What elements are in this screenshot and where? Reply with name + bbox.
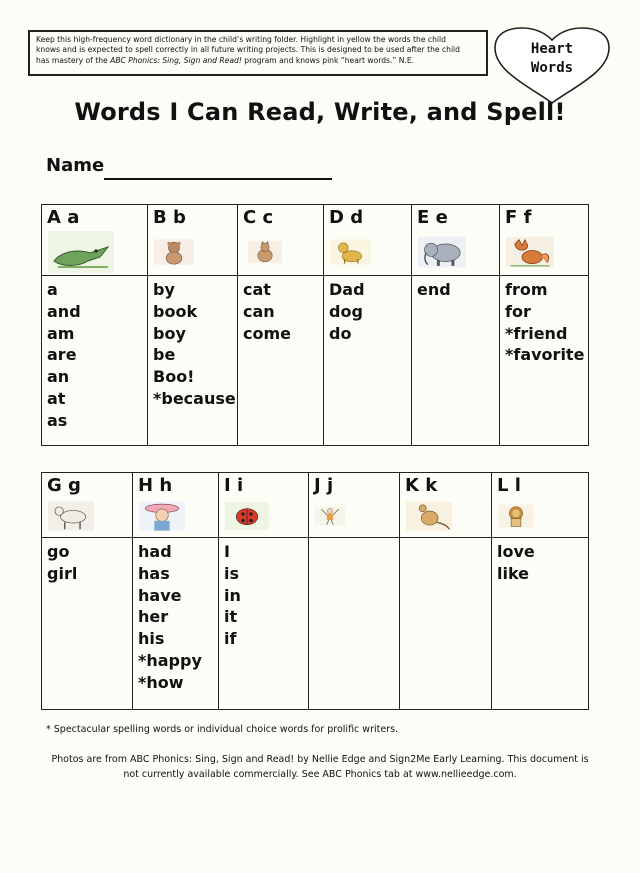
word-entry: a [47, 280, 58, 299]
word-entry: his [138, 629, 165, 649]
heart-label-line-2: Words [530, 60, 574, 76]
letter-label: I i [224, 475, 244, 496]
photo-credits [30, 752, 610, 782]
letter-label: L l [497, 475, 521, 496]
word-entry: Boo! [153, 367, 195, 387]
words-cell-e [412, 276, 500, 446]
elephant-icon [418, 231, 466, 273]
word-entry: Dad [329, 280, 365, 299]
words-cell-h [133, 538, 219, 710]
word-entry: do [329, 323, 352, 343]
letter-header-k [400, 473, 492, 538]
word-entry: and [47, 301, 81, 321]
word-table-g-l [41, 472, 589, 710]
cat-icon [248, 231, 282, 273]
word-entry: her [138, 607, 169, 627]
letter-label: B b [153, 207, 186, 228]
words-cell-c [238, 276, 324, 446]
instructions-line-2: knows and is expected to spell correctly in all future writing projects. This is designed to be used after the child [36, 45, 460, 55]
words-cell-k [400, 538, 492, 710]
letter-header-g [42, 473, 133, 538]
word-entry: have [138, 585, 182, 605]
fox-icon [506, 231, 554, 273]
word-entry: dog [329, 301, 363, 321]
kangaroo-icon [406, 498, 452, 534]
jumping-child-icon [315, 498, 345, 534]
word-entry: *favorite [505, 345, 585, 365]
letter-label: K k [405, 475, 438, 496]
goat-icon [48, 498, 94, 534]
footnote: * Spectacular spelling words or individual choice words for prolific writers. [46, 724, 399, 735]
word-entry: an [47, 367, 70, 387]
instructions-line-3 [36, 56, 480, 66]
word-entry: *how [138, 672, 184, 692]
alligator-icon [48, 231, 114, 273]
words-cell-d [324, 276, 412, 446]
word-entry: love [497, 542, 535, 561]
word-entry: had [138, 542, 172, 561]
word-entry: by [153, 280, 175, 299]
word-table-a-f [41, 204, 589, 446]
bear-icon [154, 231, 194, 273]
word-entry: has [138, 563, 170, 583]
credits-line-1: Photos are from ABC Phonics: Sing, Sign and Read! by Nellie Edge and Sign2Me Early Learning. This document is [51, 754, 589, 765]
word-entry: in [224, 585, 241, 605]
words-cell-g [42, 538, 133, 710]
hat-child-icon [139, 498, 185, 534]
dog-icon [330, 231, 370, 273]
instructions-box [28, 30, 488, 76]
letter-header-d [324, 205, 412, 276]
letter-header-l [492, 473, 589, 538]
words-cell-j [309, 538, 400, 710]
word-entry: am [47, 323, 75, 343]
letter-label: H h [138, 475, 173, 496]
page-title: Words I Can Read, Write, and Spell! [74, 98, 566, 126]
words-cell-a [42, 276, 148, 446]
word-entry: boy [153, 323, 186, 343]
letter-header-c [238, 205, 324, 276]
letter-label: D d [329, 207, 364, 228]
letter-label: F f [505, 207, 532, 228]
ladybug-icon [225, 498, 269, 534]
heart-words-label [492, 40, 612, 78]
word-entry: from [505, 280, 548, 299]
letter-header-e [412, 205, 500, 276]
letter-label: J j [314, 475, 334, 496]
word-entry: are [47, 345, 77, 365]
word-entry: book [153, 301, 198, 321]
credits-line-2: not currently available commercially. See ABC Phonics tab at www.nellieedge.com. [123, 769, 517, 780]
letter-header-h [133, 473, 219, 538]
word-entry: *friend [505, 323, 568, 343]
word-entry: end [417, 280, 451, 299]
word-entry: if [224, 629, 237, 649]
name-label: Name [46, 155, 105, 176]
word-entry: come [243, 323, 291, 343]
word-entry: be [153, 345, 176, 365]
word-entry: like [497, 563, 530, 583]
letter-header-a [42, 205, 148, 276]
words-cell-i [219, 538, 309, 710]
letter-label: E e [417, 207, 448, 228]
program-name: ABC Phonics: Sing, Sign and Read! [110, 55, 242, 65]
words-cell-l [492, 538, 589, 710]
instructions-line-3-post: program and knows pink “heart words.” N.E. [241, 55, 415, 65]
word-entry: is [224, 563, 240, 583]
word-entry: as [47, 410, 68, 430]
heart-label-line-1: Heart [530, 41, 574, 57]
letter-header-j [309, 473, 400, 538]
word-entry: at [47, 388, 66, 408]
word-entry: cat [243, 280, 271, 299]
word-entry: for [505, 301, 531, 321]
words-cell-b [148, 276, 238, 446]
letter-label: G g [47, 475, 81, 496]
word-entry: I [224, 542, 230, 561]
lion-icon [498, 498, 534, 534]
word-entry: *because [153, 388, 236, 408]
word-entry: it [224, 607, 238, 627]
letter-header-b [148, 205, 238, 276]
name-blank-line[interactable] [104, 178, 332, 180]
word-entry: girl [47, 563, 78, 583]
word-entry: go [47, 542, 70, 561]
word-entry: can [243, 301, 275, 321]
letter-label: A a [47, 207, 80, 228]
letter-header-i [219, 473, 309, 538]
letter-header-f [500, 205, 589, 276]
words-cell-f [500, 276, 589, 446]
instructions-line-3-pre: has mastery of the [36, 55, 111, 65]
instructions-line-1: Keep this high-frequency word dictionary in the child’s writing folder. Highlight in yellow the words the child [36, 35, 446, 44]
word-entry: *happy [138, 650, 202, 670]
letter-label: C c [243, 207, 274, 228]
